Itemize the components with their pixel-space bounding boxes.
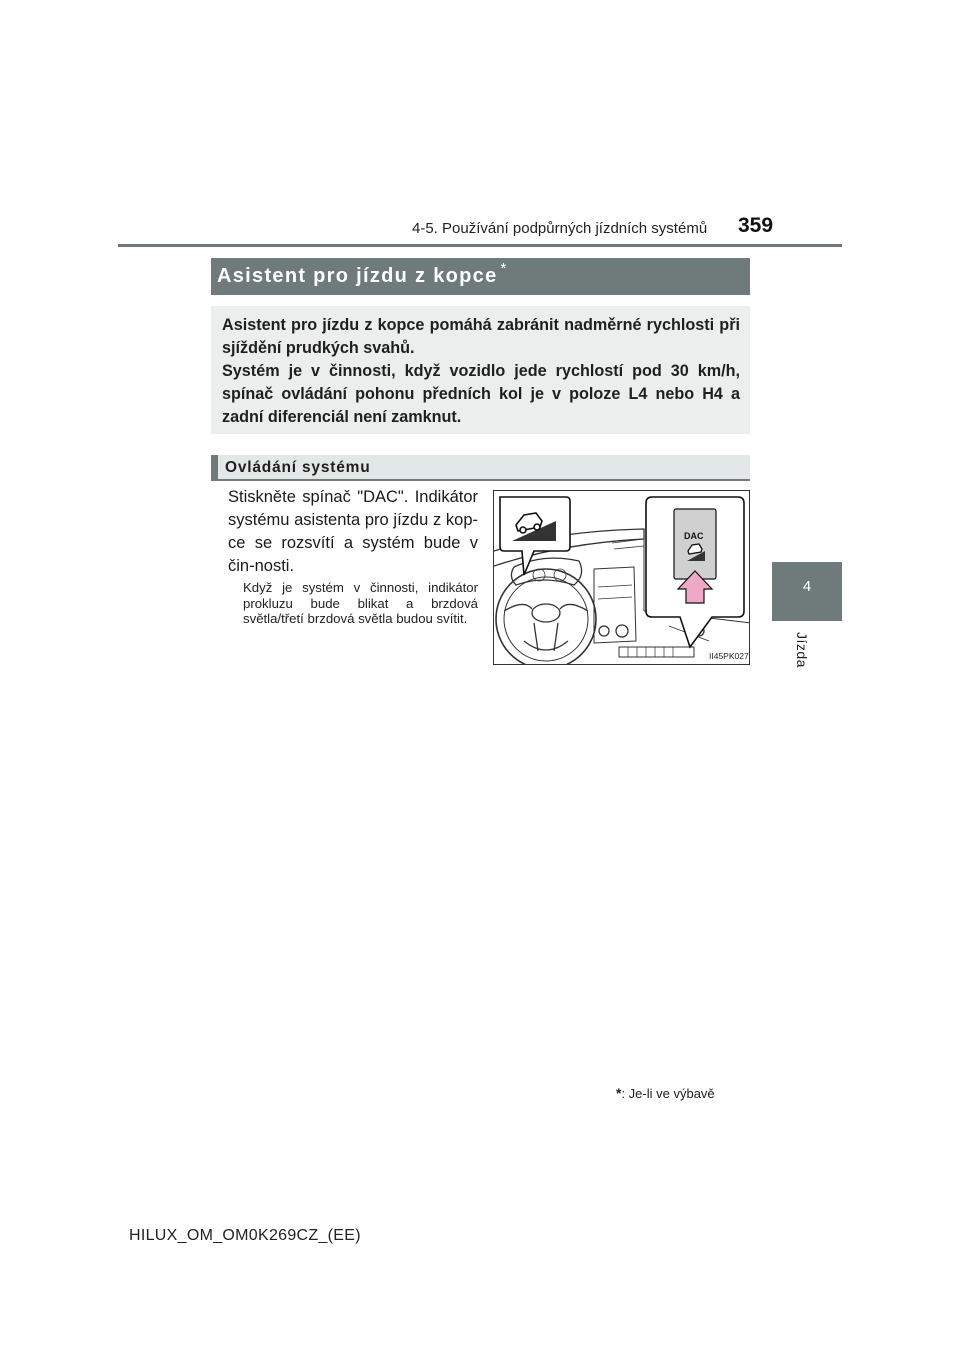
- dashboard-illustration: [493, 490, 750, 665]
- subsection-heading: Ovládání systému: [225, 459, 371, 476]
- subsection-heading-bar: [211, 455, 750, 481]
- header-divider: [118, 244, 842, 247]
- instruction-note: Když je systém v činnosti, indikátor prokluzu bude blikat a brzdová světla/třetí brzdová světla budou svítit.: [243, 580, 478, 626]
- subsection-accent: [211, 455, 218, 479]
- intro-box: [211, 306, 750, 434]
- section-header: 4-5. Používání podpůrných jízdních systémů: [412, 220, 708, 237]
- document-code: HILUX_OM_OM0K269CZ_(EE): [129, 1227, 361, 1244]
- chapter-label: Jízda: [794, 632, 810, 668]
- footnote: [616, 1085, 715, 1101]
- chapter-label-container: [772, 632, 842, 692]
- footnote-text: : Je-li ve výbavě: [621, 1086, 715, 1101]
- intro-paragraph-2: Systém je v činnosti, když vozidlo jede rychlostí pod 30 km/h, spínač ovládání pohonu předních kol je v poloze L4 nebo H4 a zadní diferenciál není zamknut.: [222, 362, 740, 426]
- section-title-bar: [211, 258, 750, 295]
- illustration-code: II45PK027: [709, 651, 749, 661]
- chapter-number: 4: [802, 578, 812, 595]
- intro-paragraph-1: Asistent pro jízdu z kopce pomáhá zabránit nadměrné rychlosti při sjíždění prudkých svahů.: [222, 316, 740, 357]
- instruction-text: Stiskněte spínač "DAC". Indikátor systému asistenta pro jízdu z kop-ce se rozsvítí a systém bude v čin-nosti.: [228, 488, 478, 575]
- dashboard-drawing: [494, 491, 750, 665]
- page-number: 359: [738, 214, 774, 237]
- section-title: Asistent pro jízdu z kopce: [217, 265, 498, 287]
- footnote-marker: *: [616, 1085, 622, 1101]
- dac-button-label: DAC: [684, 531, 704, 541]
- equipment-marker: *: [500, 260, 507, 277]
